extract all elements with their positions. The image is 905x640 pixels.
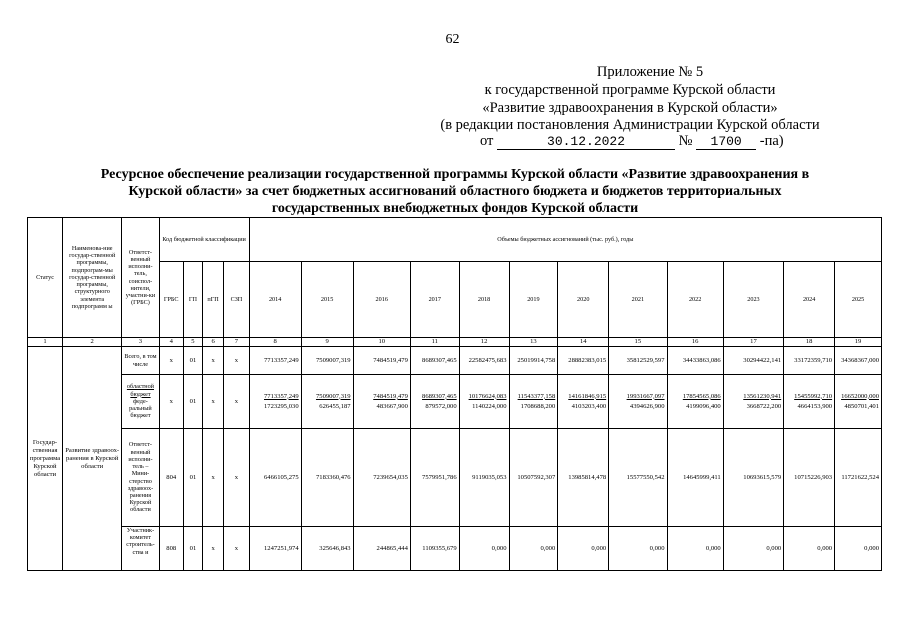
header-code-gp: ГП <box>183 262 202 338</box>
value-cell: 7239654,035 <box>353 429 410 527</box>
table-row <box>28 347 882 375</box>
value-cell: 34368367,000 <box>835 347 882 375</box>
resolution-number: 1700 <box>696 134 756 150</box>
header-volumes: Объемы бюджетных ассигнований (тыс. руб.), годы <box>249 218 881 262</box>
header-year: 2019 <box>509 262 558 338</box>
value-cell: 33172359,710 <box>784 347 835 375</box>
resource-table <box>27 217 882 571</box>
column-number: 9 <box>301 338 353 347</box>
number-suffix: -па) <box>759 133 784 149</box>
value-federal: 626455,187 <box>319 402 351 410</box>
value-cell: 22582475,683 <box>459 347 509 375</box>
value-cell: 13985814,478 <box>558 429 609 527</box>
code-cell: 01 <box>183 347 202 375</box>
value-federal: 4103203,400 <box>571 402 607 410</box>
header-code-grbs: ГРБС <box>159 262 183 338</box>
header-year: 2015 <box>301 262 353 338</box>
code-cell: х <box>159 347 183 375</box>
header-year: 2020 <box>558 262 609 338</box>
value-cell <box>609 375 667 429</box>
row-label <box>122 375 159 429</box>
value-cell: 8689307,465 <box>410 347 459 375</box>
value-cell: 325646,843 <box>301 527 353 571</box>
value-federal: 3668722,200 <box>746 402 782 410</box>
value-regional: 14161846,915 <box>568 392 607 400</box>
header-year: 2016 <box>353 262 410 338</box>
column-number-row <box>28 338 882 347</box>
appendix-program-name: «Развитие здравоохранения в Курской области» <box>482 100 778 116</box>
document-title-line-3: государственных внебюджетных фондов Курской области <box>271 201 639 216</box>
value-regional: 17854565,086 <box>682 392 721 400</box>
column-number: 10 <box>353 338 410 347</box>
value-cell: 35812529,597 <box>609 347 667 375</box>
value-cell: 9119035,053 <box>459 429 509 527</box>
value-federal: 4664153,900 <box>797 402 833 410</box>
value-cell <box>558 375 609 429</box>
value-cell: 0,000 <box>835 527 882 571</box>
value-cell: 0,000 <box>609 527 667 571</box>
column-number: 1 <box>28 338 63 347</box>
value-cell: 10693615,579 <box>723 429 783 527</box>
value-federal: 1708688,200 <box>520 402 556 410</box>
column-number: 2 <box>63 338 122 347</box>
value-cell <box>784 375 835 429</box>
header-year: 2017 <box>410 262 459 338</box>
header-row-1 <box>28 218 882 262</box>
column-number: 19 <box>835 338 882 347</box>
header-year: 2023 <box>723 262 783 338</box>
value-cell: 0,000 <box>509 527 558 571</box>
column-number: 11 <box>410 338 459 347</box>
value-regional: 11543377,158 <box>517 392 556 400</box>
value-regional: 8689307,465 <box>422 392 457 400</box>
header-code-pgp: пГП <box>203 262 224 338</box>
value-cell: 7579951,786 <box>410 429 459 527</box>
value-cell <box>667 375 723 429</box>
header-responsible: Ответст-венный исполни-тель, соиспол-нители, участни-ки (ГРБС) <box>122 218 159 338</box>
header-year: 2024 <box>784 262 835 338</box>
header-year: 2021 <box>609 262 667 338</box>
row-label: Всего, в том числе <box>122 347 159 375</box>
value-cell <box>410 375 459 429</box>
program-name-cell: Развитие здравоох-ранения в Курской области <box>63 347 122 571</box>
row-label: Участник-комитет строитель-ства и <box>122 527 159 571</box>
column-number: 13 <box>509 338 558 347</box>
value-regional: 7509007,319 <box>315 392 351 400</box>
code-cell: х <box>224 429 249 527</box>
appendix-program: к государственной программе Курской области <box>484 82 776 98</box>
code-cell: х <box>203 347 224 375</box>
value-cell <box>459 375 509 429</box>
value-federal: 1723295,030 <box>264 402 299 410</box>
column-number: 4 <box>159 338 183 347</box>
appendix-number: Приложение № 5 <box>596 64 704 80</box>
value-regional: 15455992,710 <box>794 392 833 400</box>
header-name: Наименова-ние государ-ственной программы, подпрограм-мы государ-ственной программы, структурного элемента подпрограмм ы <box>63 218 122 338</box>
value-cell: 10507592,307 <box>509 429 558 527</box>
value-regional: 7484519,479 <box>373 392 408 400</box>
value-cell: 30294422,141 <box>723 347 783 375</box>
value-federal: 879572,000 <box>425 402 457 410</box>
value-cell <box>301 375 353 429</box>
value-regional: 13561230,941 <box>743 392 782 400</box>
value-cell: 1109355,679 <box>410 527 459 571</box>
value-regional: 19931667,097 <box>626 392 665 400</box>
value-cell <box>249 375 301 429</box>
column-number: 3 <box>122 338 159 347</box>
code-cell: х <box>224 347 249 375</box>
document-title-line-1: Ресурсное обеспечение реализации государственной программы Курской области «Развитие здравоохранения в <box>100 167 810 182</box>
code-cell: 01 <box>183 527 202 571</box>
value-regional: 7713357,249 <box>264 392 299 400</box>
header-year: 2025 <box>835 262 882 338</box>
table-row <box>28 429 882 527</box>
header-budget-code: Код бюджетной классификации <box>159 218 249 262</box>
value-cell: 7713357,249 <box>249 347 301 375</box>
column-number: 5 <box>183 338 202 347</box>
value-cell: 0,000 <box>723 527 783 571</box>
value-cell: 15577550,542 <box>609 429 667 527</box>
column-number: 15 <box>609 338 667 347</box>
date-prefix: от <box>480 133 494 149</box>
value-federal: 1140224,000 <box>472 402 507 410</box>
code-cell: 804 <box>159 429 183 527</box>
value-cell: 10715226,903 <box>784 429 835 527</box>
column-number: 14 <box>558 338 609 347</box>
value-federal: 483667,900 <box>376 402 408 410</box>
column-number: 16 <box>667 338 723 347</box>
value-cell: 0,000 <box>558 527 609 571</box>
code-cell: х <box>159 375 183 429</box>
header-year: 2014 <box>249 262 301 338</box>
header-status: Статус <box>28 218 63 338</box>
value-cell <box>353 375 410 429</box>
appendix-edition: (в редакции постановления Администрации Курской области <box>440 117 820 133</box>
header-year: 2018 <box>459 262 509 338</box>
table-row <box>28 527 882 571</box>
value-cell <box>835 375 882 429</box>
code-cell: х <box>203 375 224 429</box>
row-label: Ответст-венный исполни-тель – Мини-стерство здравоох-ранения Курской области <box>122 429 159 527</box>
header-code-szp: СЗП <box>224 262 249 338</box>
header-year: 2022 <box>667 262 723 338</box>
value-cell: 34433863,086 <box>667 347 723 375</box>
value-cell: 14645999,411 <box>667 429 723 527</box>
column-number: 17 <box>723 338 783 347</box>
value-cell: 28882383,015 <box>558 347 609 375</box>
value-cell: 0,000 <box>667 527 723 571</box>
row-label-regional: областной бюджет <box>126 383 154 398</box>
table-row <box>28 375 882 429</box>
code-cell: 01 <box>183 375 202 429</box>
value-federal: 4199096,400 <box>686 402 721 410</box>
column-number: 12 <box>459 338 509 347</box>
value-cell: 7484519,479 <box>353 347 410 375</box>
row-label-federal: феде-ральный бюджет <box>129 397 152 420</box>
value-cell: 25019914,758 <box>509 347 558 375</box>
column-number: 8 <box>249 338 301 347</box>
value-federal: 4850701,401 <box>844 402 879 410</box>
code-cell: х <box>203 429 224 527</box>
value-regional: 10176624,083 <box>468 392 507 400</box>
status-cell: Государ-ственная программа Курской области <box>28 347 63 571</box>
number-prefix: № <box>678 133 693 149</box>
document-title-line-2: Курской области» за счет бюджетных ассигнований областного бюджета и бюджетов территориальных <box>128 184 782 199</box>
value-cell: 244865,444 <box>353 527 410 571</box>
value-cell: 0,000 <box>459 527 509 571</box>
value-cell: 11721622,524 <box>835 429 882 527</box>
resolution-date: 30.12.2022 <box>497 134 675 150</box>
code-cell: 01 <box>183 429 202 527</box>
code-cell: х <box>224 375 249 429</box>
value-cell: 1247251,974 <box>249 527 301 571</box>
value-cell: 7183360,476 <box>301 429 353 527</box>
value-cell: 6466105,275 <box>249 429 301 527</box>
value-federal: 4394626,900 <box>629 402 665 410</box>
value-cell: 7509007,319 <box>301 347 353 375</box>
value-cell <box>509 375 558 429</box>
value-regional: 16652000,000 <box>841 392 879 400</box>
column-number: 6 <box>203 338 224 347</box>
code-cell: х <box>224 527 249 571</box>
value-cell: 0,000 <box>784 527 835 571</box>
column-number: 7 <box>224 338 249 347</box>
value-cell <box>723 375 783 429</box>
page-number: 62 <box>445 32 460 47</box>
column-number: 18 <box>784 338 835 347</box>
appendix-date-line <box>480 133 784 150</box>
code-cell: 808 <box>159 527 183 571</box>
code-cell: х <box>203 527 224 571</box>
